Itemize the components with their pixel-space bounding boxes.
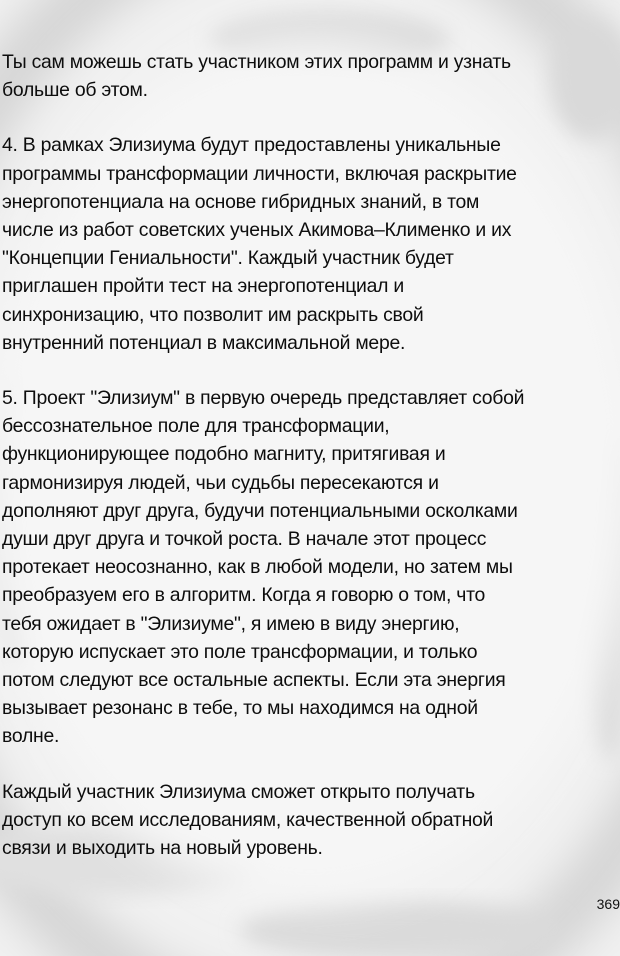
paragraph-item-4 — [2, 131, 614, 357]
text-line: вызывает резонанс в тебе, то мы находимся на одной — [2, 697, 478, 720]
text-line: волне. — [2, 725, 60, 748]
text-line: приглашен пройти тест на энергопотенциал и — [2, 275, 404, 298]
text-line: энергопотенциала на основе гибридных знаний, в том — [2, 190, 480, 213]
text-line: бессознательное поле для трансформации, — [2, 415, 390, 438]
text-line: которую испускает это поле трансформации, и только — [2, 640, 478, 663]
text-line: преобразуем его в алгоритм. Когда я говорю о том, что — [2, 584, 486, 607]
text-line: Ты сам можешь стать участником этих программ и узнать — [2, 51, 511, 73]
text-line: дополняют друг друга, будучи потенциальными осколками — [2, 499, 518, 522]
text-line: гармонизируя людей, чьи судьбы пересекаются и — [2, 471, 439, 494]
text-line: синхронизацию, что позволит им раскрыть свой — [2, 303, 424, 326]
page-number: 369 — [596, 896, 620, 912]
text-line: протекает неосознанно, как в любой модели, но затем мы — [2, 556, 513, 579]
text-line: 5. Проект "Элизиум" в первую очередь представляет собой — [2, 387, 525, 410]
text-line: тебя ожидает в "Элизиуме", я имею в виду энергию, — [2, 612, 460, 635]
text-line: потом следуют все остальные аспекты. Если эта энергия — [2, 669, 506, 692]
paragraph-item-5 — [2, 384, 614, 751]
text-line: внутренний потенциал в максимальной мере. — [2, 331, 406, 354]
document-body — [2, 48, 614, 889]
text-line: программы трансформации личности, включая раскрытие — [2, 162, 517, 185]
text-line: больше об этом. — [2, 79, 148, 102]
text-line: связи и выходить на новый уровень. — [2, 837, 323, 860]
text-line: души друг друга и точкой роста. В начале этот процесс — [2, 528, 487, 551]
text-line: Каждый участник Элизиума сможет открыто получать — [2, 780, 475, 803]
paragraph-intro — [2, 48, 614, 104]
text-line: числе из работ советских ученых Акимова–Клименко и их — [2, 219, 512, 242]
text-line: "Концепции Гениальности". Каждый участник будет — [2, 247, 454, 270]
text-line: функционирующее подобно магниту, притягивая и — [2, 443, 446, 466]
text-line: доступ ко всем исследованиям, качественной обратной — [2, 808, 494, 831]
text-line: 4. В рамках Элизиума будут предоставлены уникальные — [2, 134, 501, 157]
paragraph-closing — [2, 778, 614, 863]
